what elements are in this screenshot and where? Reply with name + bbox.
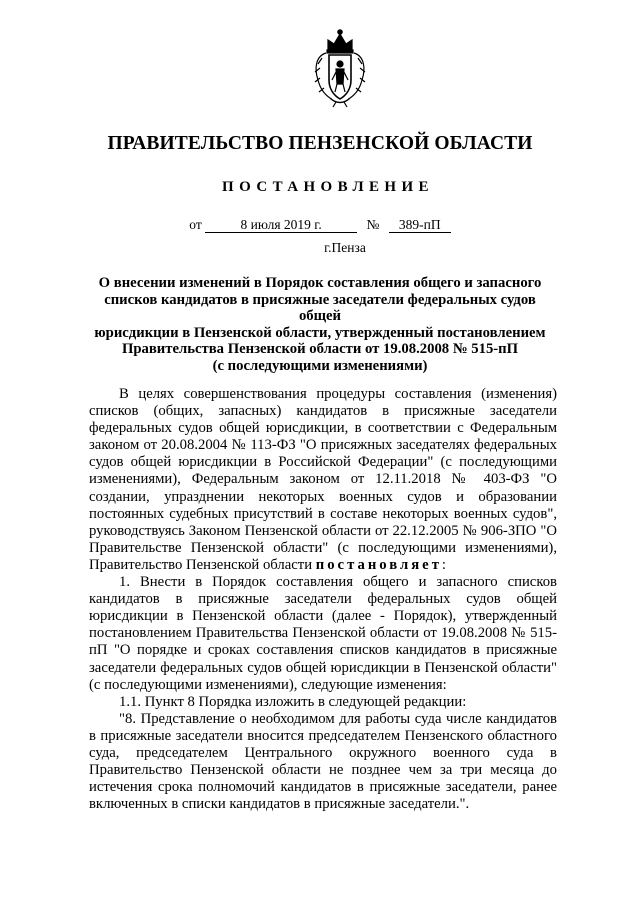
document-subject: [90, 275, 550, 374]
quoted-paragraph: "8. Представление о необходимом для работы суда числе кандидатов в присяжные заседатели вносится председателем Пензенского областного суда, председателем Центрального окружного военного суда в Правительство Пензенской области не позднее чем за три месяца до истечения срока полномочий кандидатов в присяжные заседатели, ранее включенных в списки кандидатов в присяжные заседатели.".: [89, 710, 557, 813]
subject-line: Правительства Пензенской области от 19.08.2008 № 515-пП: [121, 341, 519, 357]
city: г.Пенза: [324, 240, 366, 255]
subject-line: (с последующими изменениями): [212, 357, 428, 374]
subject-line: списков кандидатов в присяжные заседатели федеральных судов общей: [104, 291, 536, 324]
date-number-line: [0, 217, 640, 233]
date-label: от: [189, 217, 202, 232]
item-1-1-paragraph: 1.1. Пункт 8 Порядка изложить в следующей редакции:: [119, 693, 467, 710]
preamble-paragraph: [89, 386, 557, 574]
subject-line: юрисдикции в Пензенской области, утвержденный постановлением: [94, 324, 546, 341]
item-1-paragraph: 1. Внести в Порядок составления общего и запасного списков кандидатов в присяжные заседатели федеральных судов общей юрисдикции в Пензенской области (далее - Порядок), утвержденный постановлением Правительства Пензенской области от 19.08.2008 № 515-пП "О порядке и сроках составления списков кандидатов в присяжные заседатели федеральных судов общей юрисдикции в Пензенской области" (с последующими изменениями), следующие изменения:: [89, 574, 557, 693]
coat-of-arms-emblem: [310, 28, 370, 108]
number-value: 389-пП: [389, 217, 451, 233]
organization-title: ПРАВИТЕЛЬСТВО ПЕНЗЕНСКОЙ ОБЛАСТИ: [107, 133, 533, 154]
document-body: [89, 386, 557, 813]
document-type: ПОСТАНОВЛЕНИЕ: [222, 179, 434, 195]
subject-line: О внесении изменений в Порядок составления общего и запасного: [98, 275, 542, 291]
resolves-word: постановляет: [315, 556, 442, 573]
preamble-text: В целях совершенствования процедуры составления (изменения) списков (общих, запасных) кандидатов в присяжные заседатели федеральных судов общей юрисдикции, в соответствии с Федеральным законом от 20.08.2004 № 113-ФЗ "О присяжных заседателях федеральных судов общей юрисдикции в Российской Федерации" (с последующими изменениями), Федеральным законом от 12.11.2018 № 403-ФЗ "О создании, упразднении некоторых военных судов и образовании постоянных судебных присутствий в составе некоторых военных судов", руководствуясь Законом Пензенской области от 22.12.2005 № 906-ЗПО "О Правительстве Пензенской области" (с последующими изменениями), Правительство Пензенской области: [89, 386, 557, 573]
date-value: 8 июля 2019 г.: [205, 217, 357, 233]
number-label: №: [366, 217, 380, 232]
resolves-colon: :: [441, 556, 447, 573]
